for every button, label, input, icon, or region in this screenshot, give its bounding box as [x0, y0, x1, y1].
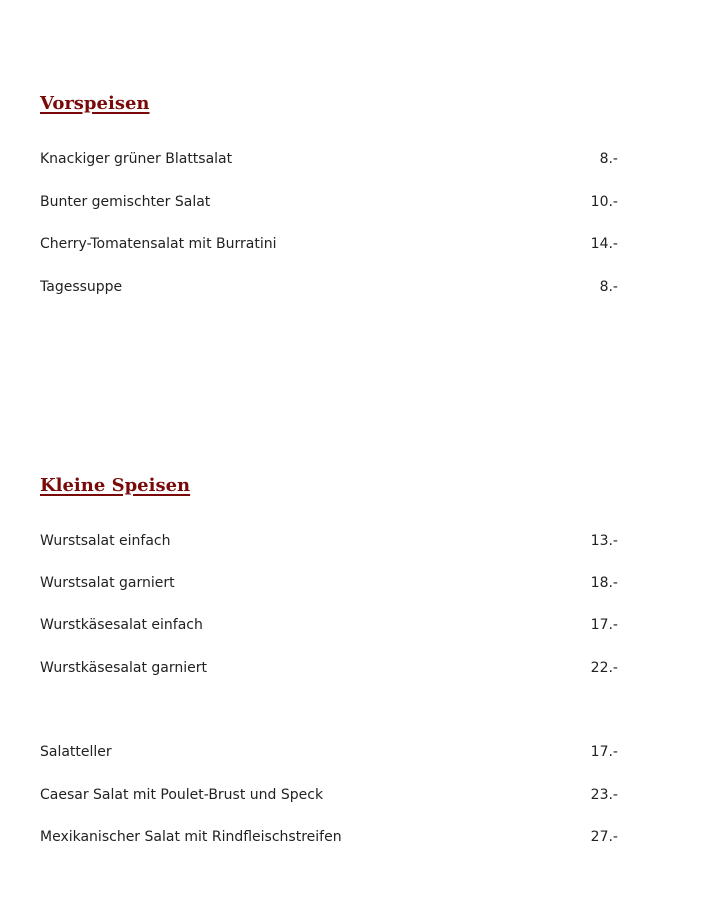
menu-item-price: 10.- — [590, 194, 618, 210]
menu-item-price: 14.- — [590, 236, 618, 252]
menu-item-name: Cherry-Tomatensalat mit Burratini — [40, 236, 277, 252]
menu-item-row — [40, 615, 618, 635]
menu-item-name: Wurstsalat garniert — [40, 575, 175, 591]
menu-item-price: 18.- — [590, 575, 618, 591]
menu-item-name: Wurstsalat einfach — [40, 533, 171, 549]
menu-item-price: 13.- — [590, 533, 618, 549]
menu-item-row — [40, 531, 618, 551]
menu-item-price: 22.- — [590, 660, 618, 676]
section-title-kleine-speisen: Kleine Speisen — [40, 475, 191, 496]
menu-item-name: Tagessuppe — [40, 279, 123, 295]
menu-item-price: 23.- — [590, 787, 618, 803]
menu-item-row — [40, 234, 618, 254]
menu-item-name: Wurstkäsesalat einfach — [40, 617, 203, 633]
menu-item-name: Wurstkäsesalat garniert — [40, 660, 207, 676]
menu-item-row — [40, 742, 618, 762]
menu-item-row — [40, 192, 618, 212]
menu-item-name: Bunter gemischter Salat — [40, 194, 211, 210]
menu-item-price: 17.- — [590, 617, 618, 633]
menu-item-row — [40, 785, 618, 805]
menu-item-name: Caesar Salat mit Poulet-Brust und Speck — [40, 787, 324, 803]
menu-item-price: 17.- — [590, 744, 618, 760]
menu-item-row — [40, 277, 618, 297]
menu-item-row — [40, 573, 618, 593]
menu-item-name: Salatteller — [40, 744, 112, 760]
menu-item-name: Knackiger grüner Blattsalat — [40, 151, 233, 167]
menu-item-row — [40, 149, 618, 169]
menu-item-price: 8.- — [599, 151, 618, 167]
menu-item-name: Mexikanischer Salat mit Rindfleischstreifen — [40, 829, 342, 845]
menu-item-price: 27.- — [590, 829, 618, 845]
section-title-vorspeisen: Vorspeisen — [40, 93, 150, 114]
menu-item-price: 8.- — [599, 279, 618, 295]
menu-item-row — [40, 658, 618, 678]
menu-item-row — [40, 827, 618, 847]
